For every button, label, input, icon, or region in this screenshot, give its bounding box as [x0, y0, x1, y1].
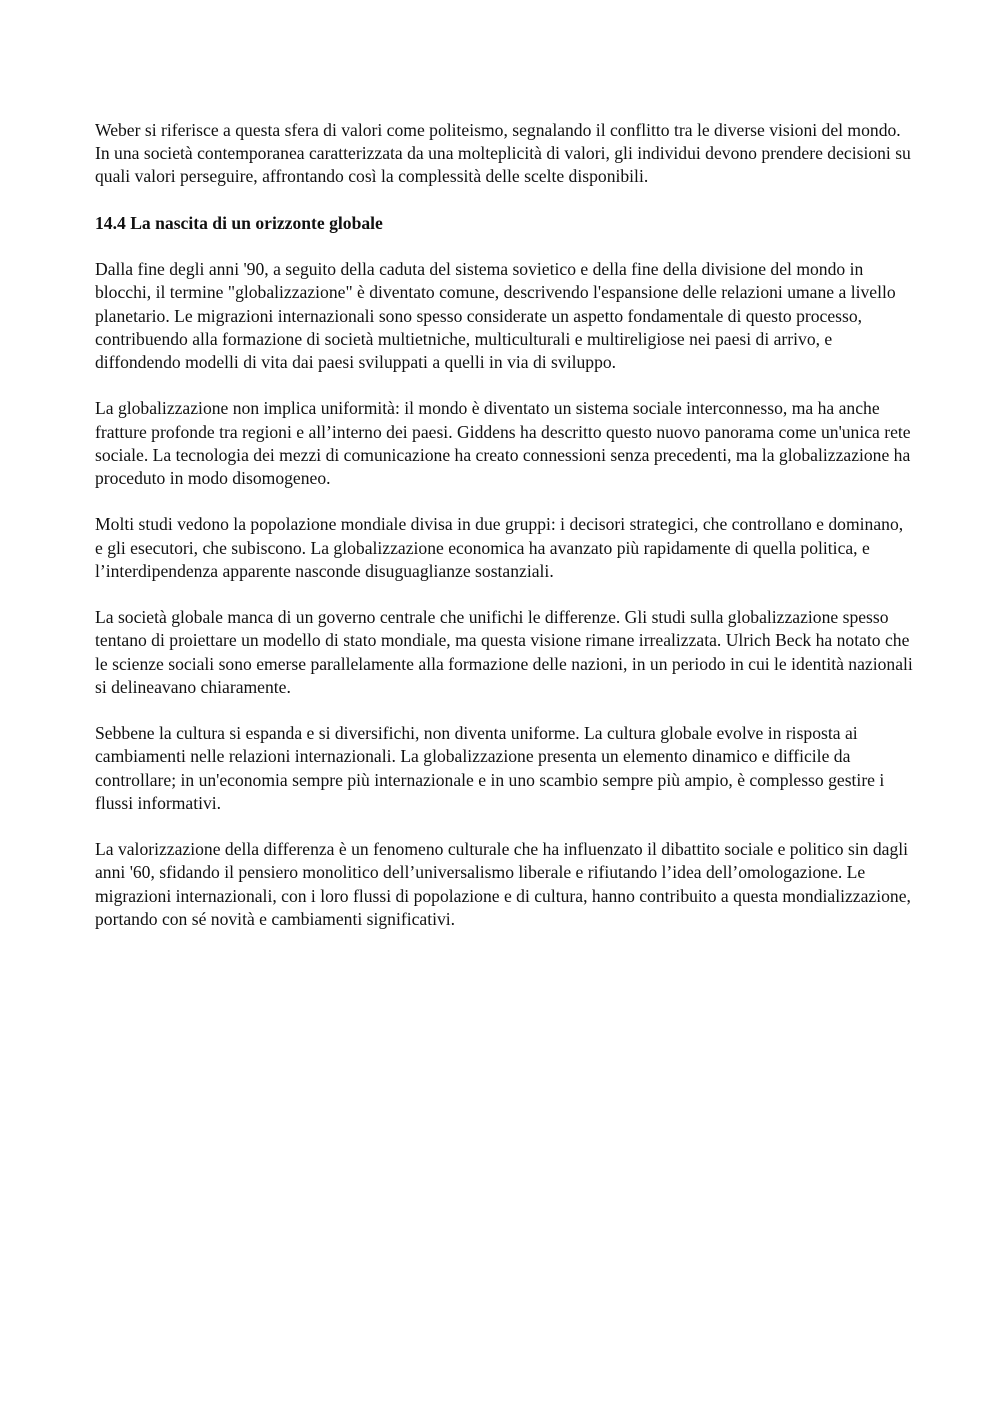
body-paragraph: Molti studi vedono la popolazione mondiale divisa in due gruppi: i decisori strategici, che controllano e dominano, e gli esecutori, che subiscono. La globalizzazione economica ha avanzato più rapidamente di quella politica, e l’interdipendenza apparente nasconde disuguaglianze sostanziali. — [95, 514, 904, 581]
body-paragraph: La società globale manca di un governo centrale che unifichi le differenze. Gli studi sulla globalizzazione spesso tentano di proiettare un modello di stato mondiale, ma questa visione rimane irrealizzata. Ulrich Beck ha notato che le scienze sociali sono emerse parallelamente alla formazione delle nazioni, in un periodo in cui le identità nazionali si delineavano chiaramente. — [95, 607, 913, 697]
body-paragraph: Sebbene la cultura si espanda e si diversifichi, non diventa uniforme. La cultura globale evolve in risposta ai cambiamenti nelle relazioni internazionali. La globalizzazione presenta un elemento dinamico e difficile da controllare; in un'economia sempre più internazionale e in uno scambio sempre più ampio, è complesso gestire i flussi informativi. — [95, 723, 885, 813]
intro-paragraph: Weber si riferisce a questa sfera di valori come politeismo, segnalando il conflitto tra le diverse visioni del mondo. In una società contemporanea caratterizzata da una molteplicità di valori, gli individui devono prendere decisioni su quali valori perseguire, affrontando così la complessità delle scelte disponibili. — [95, 120, 911, 187]
section-heading: 14.4 La nascita di un orizzonte globale — [95, 212, 383, 233]
body-paragraph: Dalla fine degli anni '90, a seguito della caduta del sistema sovietico e della fine della divisione del mondo in blocchi, il termine "globalizzazione" è diventato comune, descrivendo l'espansione delle relazioni umane a livello planetario. Le migrazioni internazionali sono spesso considerate un aspetto fondamentale di questo processo, contribuendo alla formazione di società multietniche, multiculturali e multireligiose nei paesi di arrivo, e diffondendo modelli di vita dai paesi sviluppati a quelli in via di sviluppo. — [95, 259, 896, 372]
body-paragraph: La globalizzazione non implica uniformità: il mondo è diventato un sistema sociale interconnesso, ma ha anche fratture profonde tra regioni e all’interno dei paesi. Giddens ha descritto questo nuovo panorama come un'unica rete sociale. La tecnologia dei mezzi di comunicazione ha creato connessioni senza precedenti, ma la globalizzazione ha proceduto in modo disomogeneo. — [95, 398, 911, 488]
document-page — [95, 119, 915, 954]
body-paragraph: La valorizzazione della differenza è un fenomeno culturale che ha influenzato il dibattito sociale e politico sin dagli anni '60, sfidando il pensiero monolitico dell’universalismo liberale e rifiutando l’idea dell’omologazione. Le migrazioni internazionali, con i loro flussi di popolazione e di cultura, hanno contribuito a questa mondializzazione, portando con sé novità e cambiamenti significativi. — [95, 839, 911, 929]
